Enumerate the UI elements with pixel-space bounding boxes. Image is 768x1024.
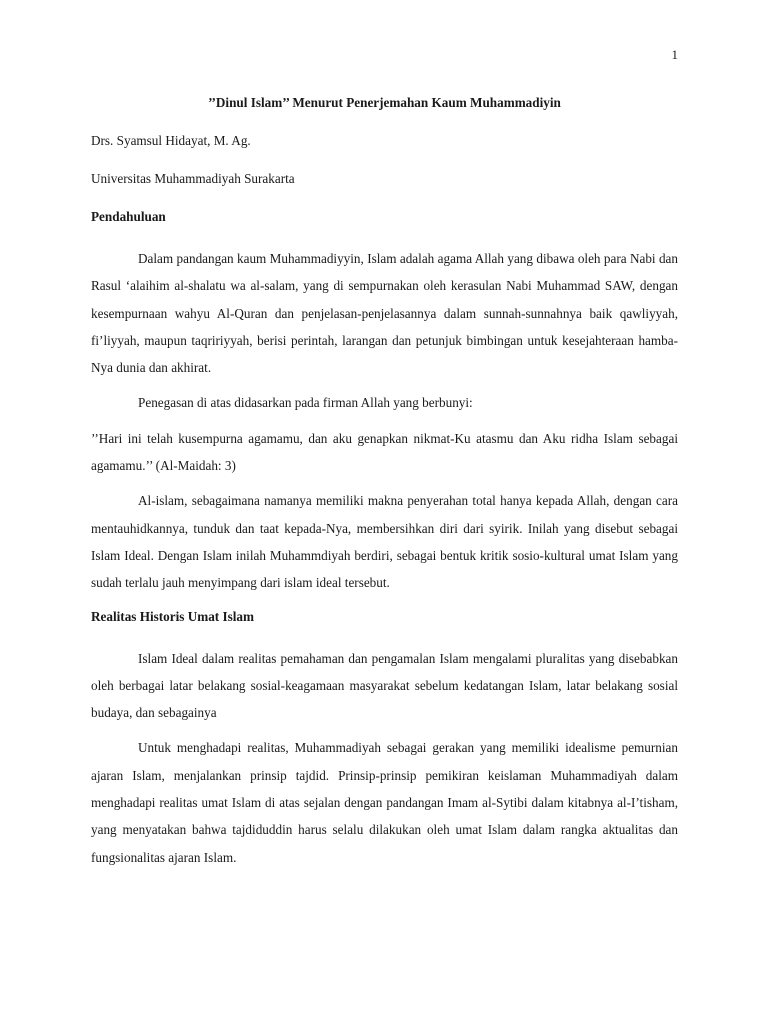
paragraph: Islam Ideal dalam realitas pemahaman dan pengamalan Islam mengalami pluralitas yang disebabkan oleh berbagai latar belakang sosial-keagamaan masyarakat sebelum kedatangan Islam, latar belakang sosial budaya, dan sebagainya bbox=[91, 650, 678, 721]
author-affiliation: Universitas Muhammadiyah Surakarta bbox=[91, 171, 295, 186]
paragraph: Penegasan di atas didasarkan pada firman Allah yang berbunyi: bbox=[138, 395, 473, 411]
page-number: 1 bbox=[671, 47, 678, 62]
document-title: ’’Dinul Islam’’ Menurut Penerjemahan Kaum Muhammadiyin bbox=[208, 95, 561, 110]
quote-paragraph: ’’Hari ini telah kusempurna agamamu, dan aku genapkan nikmat-Ku atasmu dan Aku ridha Islam sebagai agamamu.’’ (Al-Maidah: 3) bbox=[91, 430, 678, 474]
paragraph: Al-islam, sebagaimana namanya memiliki makna penyerahan total hanya kepada Allah, dengan cara mentauhidkannya, tunduk dan taat kepada-Nya, membersihkan diri dari syirik. Inilah yang disebut sebagai Islam Ideal. Dengan Islam inilah Muhammdiyah berdiri, sebagai bentuk kritik sosio-kultural umat Islam yang sudah terlalu jauh menyimpang dari islam ideal tersebut. bbox=[91, 493, 678, 591]
section-heading-realitas: Realitas Historis Umat Islam bbox=[91, 608, 254, 624]
section-heading-pendahuluan: Pendahuluan bbox=[91, 209, 166, 224]
paragraph: Dalam pandangan kaum Muhammadiyyin, Islam adalah agama Allah yang dibawa oleh para Nabi dan Rasul ‘alaihim al-shalatu wa al-salam, yang di sempurnakan oleh kerasulan Nabi Muhammad SAW, dengan kesempurnaan wahyu Al-Quran dan penjelasan-penjelasannya dalam sunnah-sunnahnya baik qawliyyah, fi’liyyah, maupun taqririyyah, berisi perintah, larangan dan petunjuk bimbingan untuk kesejahteraan hamba-Nya dunia dan akhirat. bbox=[91, 251, 678, 376]
author-name: Drs. Syamsul Hidayat, M. Ag. bbox=[91, 133, 251, 148]
paragraph: Untuk menghadapi realitas, Muhammadiyah sebagai gerakan yang memiliki idealisme pemurnian ajaran Islam, menjalankan prinsip tajdid. Prinsip-prinsip pemikiran keislaman Muhammadiyah dalam menghadapi realitas umat Islam di atas sejalan dengan pandangan Imam al-Sytibi dalam kitabnya al-I’tisham, yang menyatakan bahwa tajdiduddin harus selalu dilakukan oleh umat Islam dalam rangka aktualitas dan fungsionalitas ajaran Islam. bbox=[91, 740, 678, 865]
document-body bbox=[91, 93, 678, 879]
